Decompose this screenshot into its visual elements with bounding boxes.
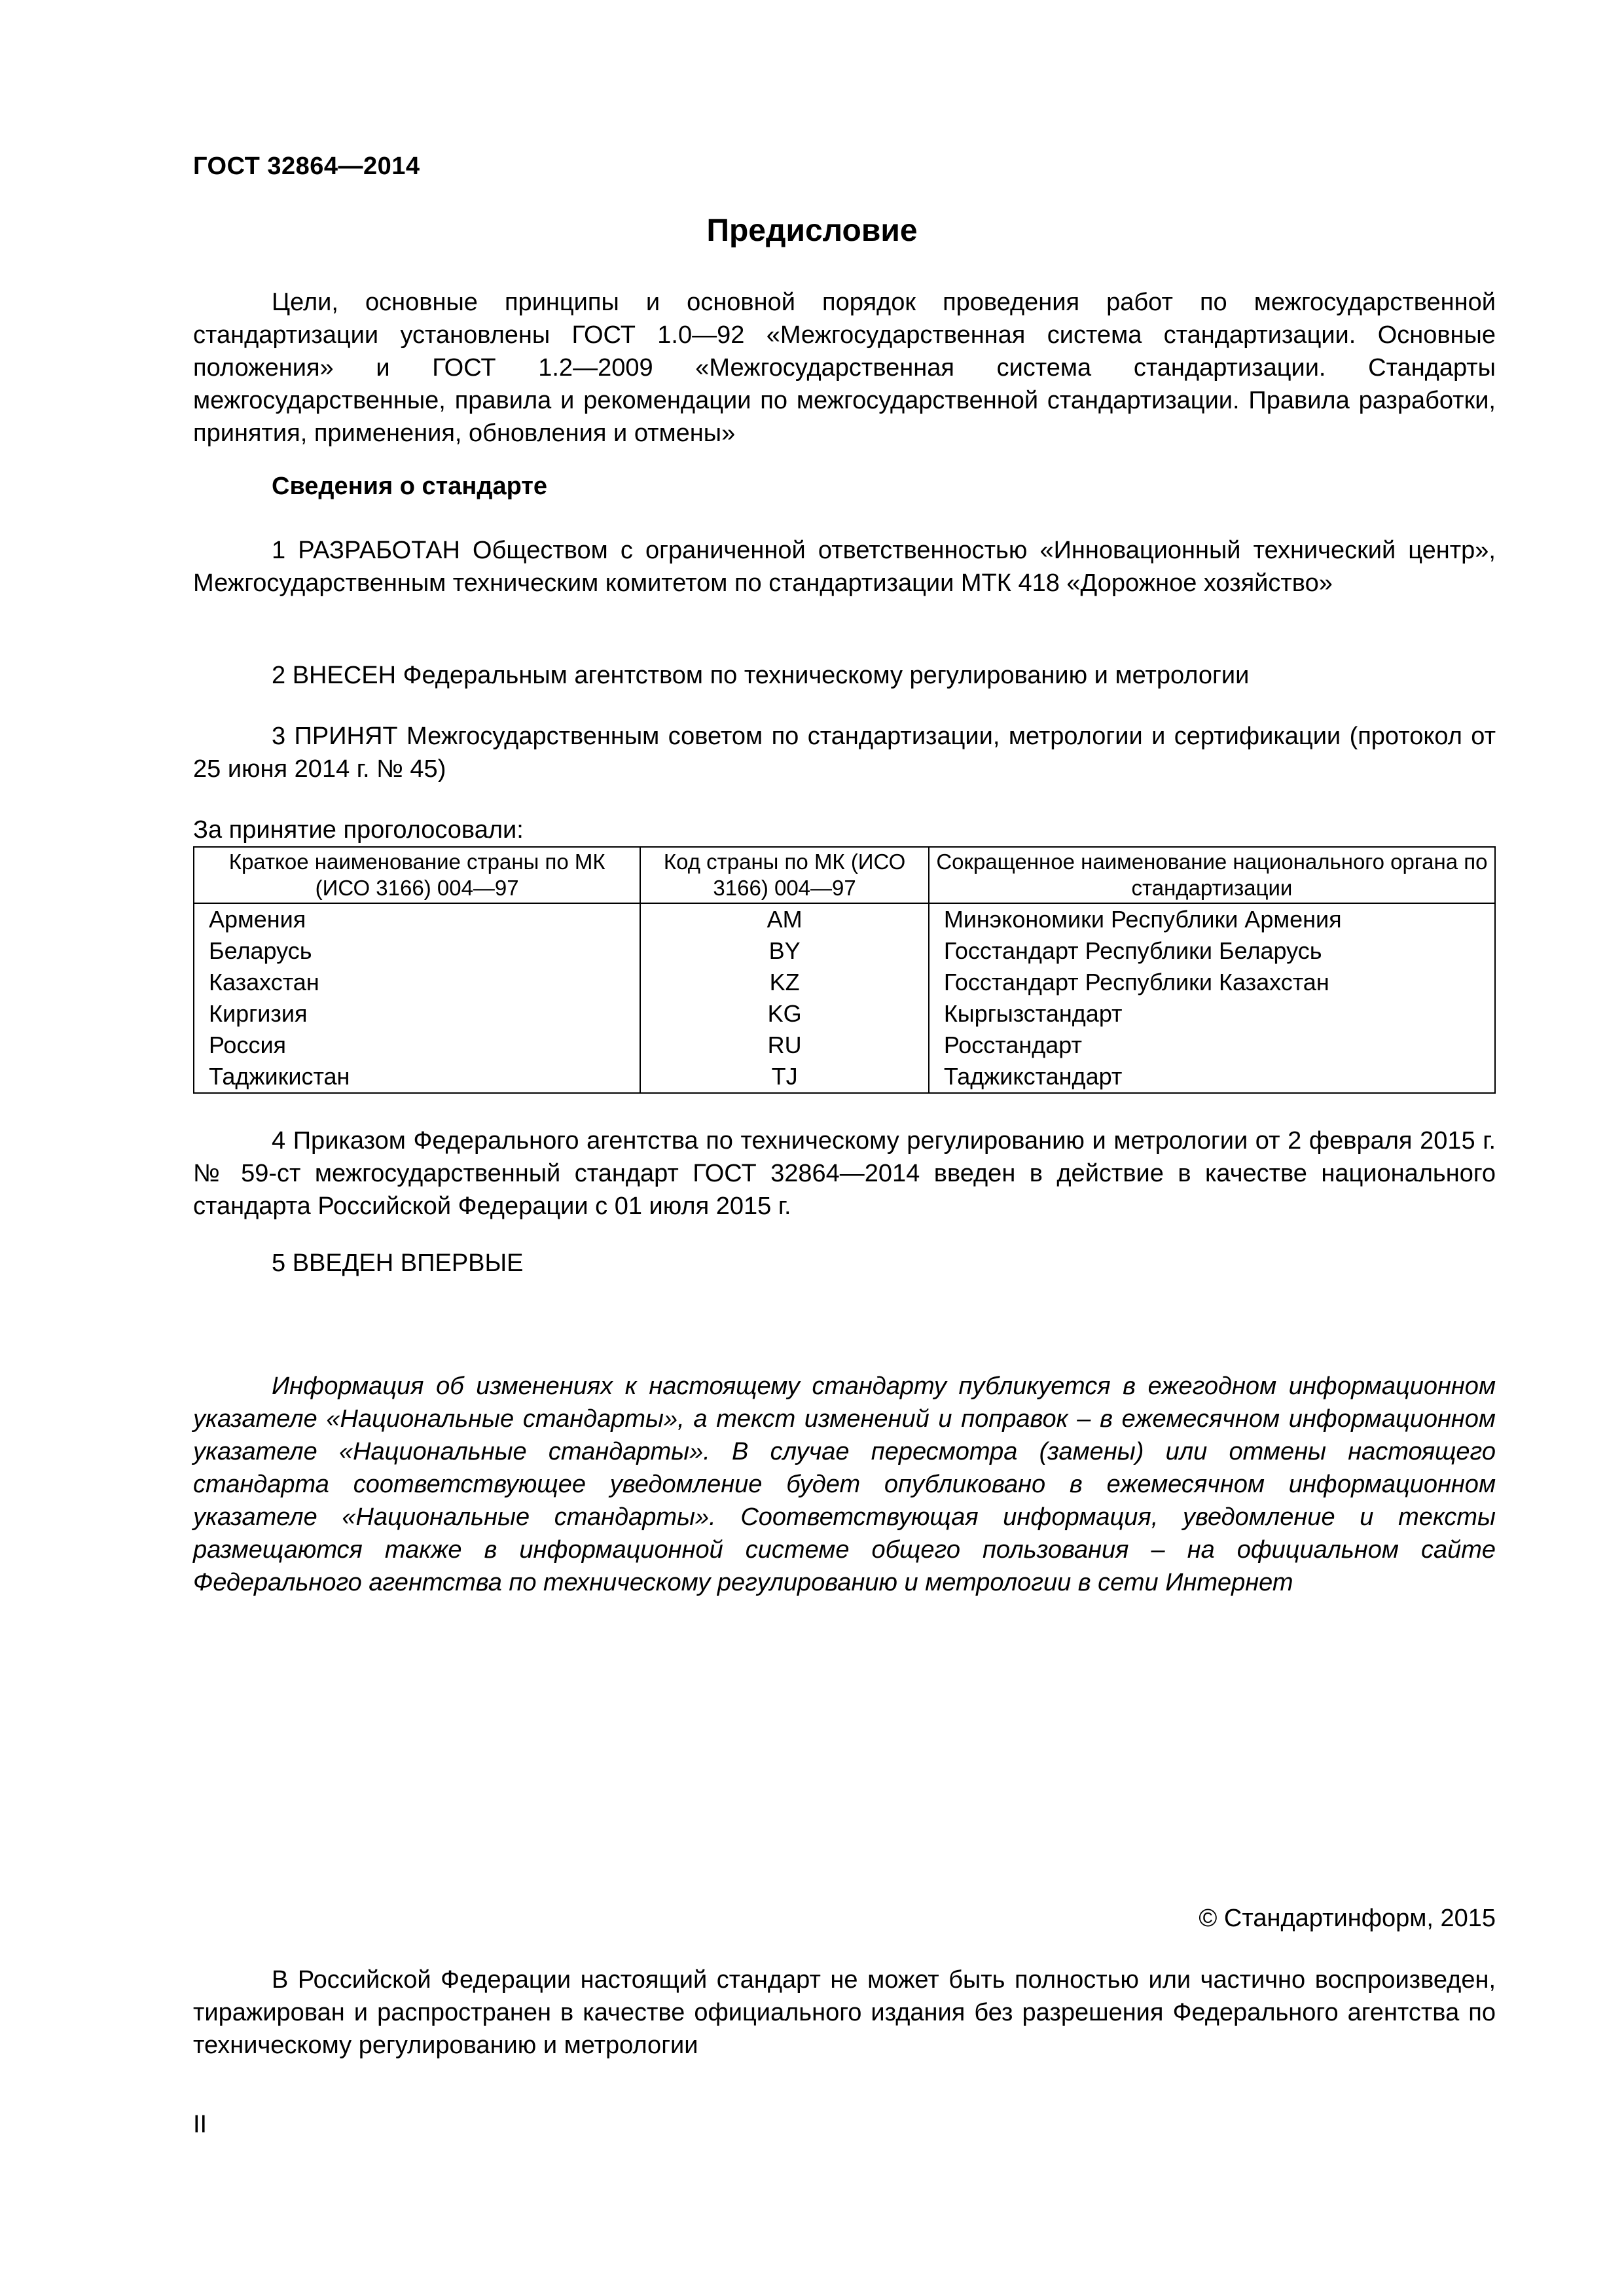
vote-caption: За принятие проголосовали: bbox=[193, 816, 524, 844]
cell-body: Госстандарт Республики Казахстан bbox=[929, 967, 1495, 998]
cell-code: BY bbox=[640, 935, 929, 967]
info-heading: Сведения о стандарте bbox=[272, 473, 548, 500]
cell-country: Беларусь bbox=[194, 935, 640, 967]
vote-caption-block bbox=[193, 814, 1496, 846]
item-5-block bbox=[193, 1247, 1496, 1280]
table-row bbox=[194, 998, 1495, 1030]
item-2-block bbox=[193, 659, 1496, 692]
cell-body: Минэкономики Республики Армения bbox=[929, 903, 1495, 935]
item-3-paragraph: 3 ПРИНЯТ Межгосударственным советом по стандартизации, метрологии и сертификации (протокол от 25 июня 2014 г. № 45) bbox=[193, 723, 1496, 783]
intro-paragraph: Цели, основные принципы и основной порядок проведения работ по межгосударственной стандартизации установлены ГОСТ 1.0—92 «Межгосударственная система стандартизации. Основные положения» и ГОСТ 1.2—2009 «Межгосударственная система стандартизации. Стандарты межгосударственные, правила и рекомендации по межгосударственной стандартизации. Правила разработки, принятия, применения, обновления и отмены» bbox=[193, 289, 1496, 447]
cell-body: Кыргызстандарт bbox=[929, 998, 1495, 1030]
member-countries-table bbox=[193, 846, 1496, 1094]
cell-body: Таджикстандарт bbox=[929, 1061, 1495, 1093]
cell-country: Киргизия bbox=[194, 998, 640, 1030]
item-1-paragraph: 1 РАЗРАБОТАН Обществом с ограниченной ответственностью «Инновационный технический центр», Межгосударственным техническим комитетом по стандартизации МТК 418 «Дорожное хозяйство» bbox=[193, 537, 1496, 597]
page-title: Предисловие bbox=[706, 213, 918, 248]
cell-code: KG bbox=[640, 998, 929, 1030]
item-4-block bbox=[193, 1124, 1496, 1223]
header-body: Сокращенное наименование национального органа по стандартизации bbox=[929, 847, 1495, 903]
table-header-row bbox=[194, 847, 1495, 903]
header-code: Код страны по МК (ИСО 3166) 004—97 bbox=[640, 847, 929, 903]
notice-block bbox=[193, 1370, 1496, 1599]
item-4-paragraph: 4 Приказом Федерального агентства по техническому регулированию и метрологии от 2 февраля 2015 г. № 59-ст межгосударственный стандарт ГОСТ 32864—2014 введен в действие в качестве национального стандарта Российской Федерации с 01 июля 2015 г. bbox=[193, 1127, 1496, 1220]
document-code: ГОСТ 32864—2014 bbox=[193, 152, 420, 180]
item-3-block bbox=[193, 720, 1496, 785]
cell-code: TJ bbox=[640, 1061, 929, 1093]
info-heading-block bbox=[193, 470, 1496, 503]
table-row bbox=[194, 1061, 1495, 1093]
cell-country: Россия bbox=[194, 1030, 640, 1061]
item-5-paragraph: 5 ВВЕДЕН ВПЕРВЫЕ bbox=[272, 1249, 524, 1277]
item-1-block bbox=[193, 534, 1496, 600]
cell-body: Росстандарт bbox=[929, 1030, 1495, 1061]
legal-paragraph: В Российской Федерации настоящий стандарт не может быть полностью или частично воспроизведен, тиражирован и распространен в качестве официального издания без разрешения Федерального агентства по техническому регулированию и метрологии bbox=[193, 1966, 1496, 2059]
cell-code: RU bbox=[640, 1030, 929, 1061]
table-row bbox=[194, 1030, 1495, 1061]
cell-code: KZ bbox=[640, 967, 929, 998]
item-2-paragraph: 2 ВНЕСЕН Федеральным агентством по техническому регулированию и метрологии bbox=[272, 662, 1250, 689]
page-number: II bbox=[193, 2111, 208, 2138]
cell-body: Госстандарт Республики Беларусь bbox=[929, 935, 1495, 967]
table-row bbox=[194, 967, 1495, 998]
cell-country: Таджикистан bbox=[194, 1061, 640, 1093]
table-row bbox=[194, 935, 1495, 967]
cell-code: AM bbox=[640, 903, 929, 935]
table-row bbox=[194, 903, 1495, 935]
copyright-line: © Стандартинформ, 2015 bbox=[1199, 1905, 1496, 1932]
intro-block bbox=[193, 286, 1496, 450]
legal-block bbox=[193, 1964, 1496, 2062]
header-country: Краткое наименование страны по МК (ИСО 3166) 004—97 bbox=[194, 847, 640, 903]
cell-country: Казахстан bbox=[194, 967, 640, 998]
cell-country: Армения bbox=[194, 903, 640, 935]
notice-paragraph: Информация об изменениях к настоящему стандарту публикуется в ежегодном информационном указателе «Национальные стандарты», а текст изменений и поправок – в ежемесячном информационном указателе «Национальные стандарты». В случае пересмотра (замены) или отмены настоящего стандарта соответствующее уведомление будет опубликовано в ежемесячном информационном указателе «Национальные стандарты». Соответствующая информация, уведомление и тексты размещаются также в информационной системе общего пользования – на официальном сайте Федерального агентства по техническому регулированию и метрологии в сети Интернет bbox=[193, 1372, 1496, 1596]
